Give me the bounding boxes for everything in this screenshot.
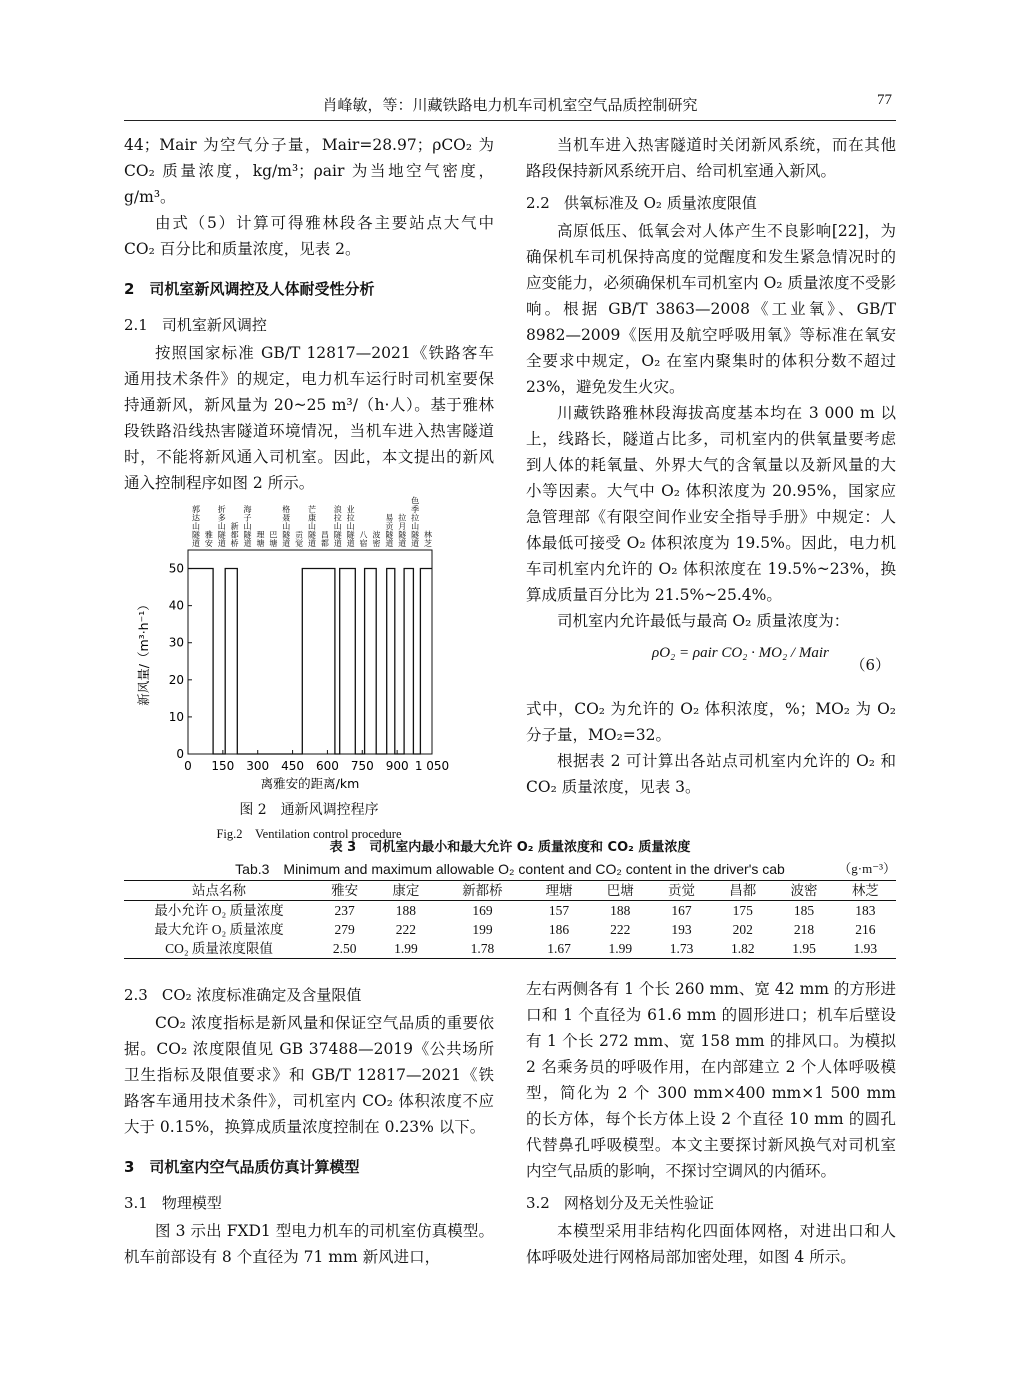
table-cell: 2.50 (332, 941, 357, 956)
table-cell: CO₂ 质量浓度限值 (165, 941, 273, 956)
table-header-cell: 站点名称 (192, 883, 246, 898)
table-caption-en (124, 858, 896, 880)
table-cell: 175 (732, 903, 753, 918)
segment-label: 雅安 (204, 530, 213, 548)
figure-2 (124, 496, 494, 844)
subsection-number: 3.2 (526, 1194, 550, 1212)
table-cell: 216 (855, 922, 876, 937)
y-axis-label: 新风量/（m³·h⁻¹） (136, 598, 151, 706)
segment-label: 折多山隧道 (217, 505, 226, 548)
segment-label: 昌都 (320, 530, 329, 548)
paragraph: CO₂ 浓度指标是新风量和保证空气品质的重要依据。CO₂ 浓度限值见 GB 37488—2019《公共场所卫生指标及限值要求》和 GB/T 12817—2021《铁路客车通用技术条件》，司机室内 CO₂ 体积浓度不应大于 0.15%，换算成质量浓度控制在 0.23% 以下。 (124, 1014, 494, 1136)
paragraph: 本模型采用非结构化四面体网格，对进出口和人体呼吸处进行网格局部加密处理，如图 4 所示。 (526, 1222, 896, 1266)
paragraph: 左右两侧各有 1 个长 260 mm、宽 42 mm 的方形进口和 1 个直径为 61.6 mm 的圆形进口；机车后壁设有 1 个长 272 mm、宽 158 mm 的排风口。为模拟 2 名乘务员的呼吸作用，在内部建立 2 个人体呼吸模型，简化为 2 个 300 mm×400 mm×1 500 mm 的长方体，每个长方体上设 2 个直径 10 mm 的圆孔代替鼻孔呼吸模型。本文主要探讨新风换气对司机室内空气品质的影响，不探讨空调风的内循环。 (526, 980, 896, 1180)
ventilation-series-line (188, 569, 432, 755)
ventilation-chart (124, 496, 494, 791)
table-header-cell: 雅安 (331, 883, 359, 898)
x-tick-label: 1 050 (414, 759, 450, 773)
subsection-number: 3.1 (124, 1194, 148, 1212)
page-number: 77 (877, 92, 892, 108)
table-cell: 193 (671, 922, 692, 937)
header-title: 肖峰敏，等：川藏铁路电力机车司机室空气品质控制研究 (322, 96, 698, 114)
table-cell: 183 (855, 903, 876, 918)
paragraph: 由式（5）计算可得雅林段各主要站点大气中 CO₂ 百分比和质量浓度，见表 2。 (124, 214, 494, 258)
segment-label: 芒康山隧道 (308, 505, 316, 548)
paragraph: 44；Mair 为空气分子量，Mair=28.97；ρCO₂ 为 CO₂ 质量浓度，kg/m³；ρair 为当地空气密度，g/m³。 (124, 136, 494, 206)
subsection-title: 司机室新风调控 (161, 316, 267, 334)
y-tick-label: 20 (168, 672, 184, 687)
x-tick-label: 750 (350, 759, 374, 773)
table-unit: （g·m⁻³） (838, 861, 896, 876)
table-cell: 279 (334, 922, 355, 937)
table-cell: 1.67 (547, 941, 571, 956)
subsection-heading (124, 982, 494, 1008)
table-cell: 最大允许 O₂ 质量浓度 (154, 922, 284, 937)
table-header-cell: 昌都 (729, 883, 757, 898)
right-column (526, 132, 896, 800)
table-row (124, 939, 896, 959)
left-column (124, 132, 494, 844)
table-row (124, 901, 896, 921)
table-header-cell: 巴塘 (606, 883, 634, 898)
table-header-cell: 新都桥 (462, 883, 503, 898)
segment-label: 波密 (372, 530, 381, 548)
paragraph: 川藏铁路雅林段海拔高度基本均在 3 000 m 以上，线路长，隧道占比多，司机室内的供氧量要考虑到人体的耗氧量、外界大气的含氧量以及新风量的大小等因素。大气中 O₂ 体积浓度为 20.95%，国家应急管理部《有限空间作业安全指导手册》中规定：人体最低可接受 O₂ 体积浓度为 19.5%。因此，电力机车司机室内允许的 O₂ 体积浓度在 19.5%~23%，换算成质量百分比为 21.5%~25.4%。 (526, 404, 896, 604)
segment-label: 色季拉山隧道 (411, 496, 420, 548)
table-cell: 199 (472, 922, 493, 937)
segment-label: 格聂山隧道 (282, 505, 291, 548)
table-cell: 1.93 (853, 941, 878, 956)
subsection-number: 2.2 (526, 194, 550, 212)
subsection-heading (124, 1190, 494, 1216)
segment-label: 新都桥 (230, 522, 239, 548)
table-row (124, 920, 896, 939)
figure-caption-cn: 图 2 通新风调控程序 (239, 802, 379, 818)
table-cell: 最小允许 O₂ 质量浓度 (154, 903, 284, 918)
table-cell: 1.78 (470, 941, 495, 956)
segment-label: 业拉山隧道 (346, 505, 355, 548)
table-cell: 1.73 (669, 941, 694, 956)
table-body (124, 901, 896, 959)
table-header-cell: 贡觉 (668, 883, 696, 898)
y-tick-label: 10 (168, 709, 184, 724)
running-header (124, 90, 896, 121)
table-cell: 186 (548, 922, 570, 937)
y-tick-label: 0 (176, 747, 184, 761)
table-3 (124, 838, 896, 959)
table-cell: 167 (671, 903, 692, 918)
x-axis-label: 离雅安的距离/km (260, 776, 360, 791)
subsection-heading (526, 1190, 896, 1216)
segment-label: 浪拉山隧道 (333, 505, 342, 548)
table-header-cell: 理塘 (545, 883, 573, 898)
section-heading: 2 司机室新风调控及人体耐受性分析 (124, 280, 375, 298)
x-tick-label: 150 (211, 759, 235, 773)
x-tick-label: 300 (246, 759, 270, 773)
table-cell: 202 (732, 922, 753, 937)
segment-label: 易贡隧道 (385, 513, 394, 548)
table-cell: 222 (395, 922, 416, 937)
subsection-heading (124, 312, 494, 338)
segment-label: 巴塘 (269, 530, 278, 548)
table-cell: 188 (395, 903, 416, 918)
x-tick-label: 900 (385, 759, 409, 773)
subsection-title: CO₂ 浓度标准确定及含量限值 (161, 986, 362, 1004)
table-header-cell: 林芝 (851, 883, 879, 898)
table-cell: 1.99 (608, 941, 633, 956)
equation-6 (526, 634, 896, 696)
paragraph: 根据表 2 可计算出各站点司机室内允许的 O₂ 和 CO₂ 质量浓度，见表 3。 (526, 752, 896, 796)
paragraph: 当机车进入热害隧道时关闭新风系统，而在其他路段保持新风系统开启、给司机室通入新风。 (526, 136, 896, 180)
y-tick-label: 40 (168, 598, 184, 613)
segment-label: 拉月隧道 (398, 513, 407, 548)
segment-label: 林芝 (424, 530, 432, 548)
subsection-title: 供氧标准及 O₂ 质量浓度限值 (563, 194, 757, 212)
table-cell: 237 (334, 903, 355, 918)
table-caption-en-text: Tab.3 Minimum and maximum allowable O₂ content and CO₂ content in the driver's cab (235, 861, 785, 877)
table-cell: 188 (610, 903, 631, 918)
table-header-row (124, 881, 896, 901)
subsection-number: 2.3 (124, 986, 148, 1004)
data-table (124, 880, 896, 959)
section-heading: 3 司机室内空气品质仿真计算模型 (124, 1158, 360, 1176)
table-cell: 157 (548, 903, 570, 918)
paragraph: 式中，CO₂ 为允许的 O₂ 体积浓度，%；MO₂ 为 O₂ 分子量，MO₂=32。 (526, 700, 896, 744)
paragraph: 按照国家标准 GB/T 12817—2021《铁路客车通用技术条件》的规定，电力机车运行时司机室要保持通新风，新风量为 20~25 m³/（h·人）。基于雅林段铁路沿线热害隧道环境情况，当机车进入热害隧道时，不能将新风通入司机室。因此，本文提出的新风通入控制程序如图 2 所示。 (124, 344, 494, 492)
table-cell: 1.95 (792, 941, 816, 956)
lower-right-column (526, 976, 896, 1270)
table-cell: 185 (793, 903, 815, 918)
segment-label: 八宿 (359, 530, 368, 548)
equation-expression: ρO₂ = ρair CO₂ · MO₂ / Mair (652, 645, 829, 661)
x-tick-label: 450 (281, 759, 305, 773)
paragraph: 图 3 示出 FXD1 型电力机车的司机室仿真模型。机车前部设有 8 个直径为 71 mm 新风进口， (124, 1222, 494, 1266)
table-cell: 218 (793, 922, 815, 937)
equation-number: （6） (850, 656, 890, 674)
table-caption-cn: 表 3 司机室内最小和最大允许 O₂ 质量浓度和 CO₂ 质量浓度 (329, 840, 691, 855)
segment-label: 理塘 (256, 530, 265, 548)
segment-label: 郭达山隧道 (192, 505, 200, 548)
segment-label: 贡觉 (295, 530, 304, 548)
y-tick-label: 30 (168, 635, 184, 650)
table-header-cell: 康定 (392, 883, 420, 898)
subsection-number: 2.1 (124, 316, 148, 334)
figure-caption-en: Fig.2 Ventilation control procedure (216, 827, 402, 841)
subsection-title: 物理模型 (161, 1194, 222, 1212)
y-tick-label: 50 (168, 561, 184, 576)
x-tick-label: 0 (184, 759, 192, 773)
subsection-title: 网格划分及无关性验证 (563, 1194, 714, 1212)
table-cell: 1.99 (394, 941, 418, 956)
table-header-cell: 波密 (790, 883, 818, 898)
table-cell: 222 (610, 922, 631, 937)
table-cell: 169 (472, 903, 493, 918)
lower-left-column (124, 976, 494, 1270)
paragraph: 高原低压、低氧会对人体产生不良影响[22]，为确保机车司机保持高度的觉醒度和发生紧急情况时的应变能力，必须确保机车司机室内 O₂ 质量浓度不受影响。根据 GB/T 3863—2008《工业氧》、GB/T 8982—2009《医用及航空呼吸用氧》等标准在氧安全要求中规定，O₂ 在室内聚集时的体积分数不超过 23%，避免发生火灾。 (526, 222, 896, 396)
segment-label: 海子山隧道 (243, 505, 252, 548)
table-cell: 1.82 (730, 941, 755, 956)
paragraph: 司机室内允许最低与最高 O₂ 质量浓度为： (557, 612, 850, 630)
subsection-heading (526, 190, 896, 216)
x-tick-label: 600 (315, 759, 339, 773)
